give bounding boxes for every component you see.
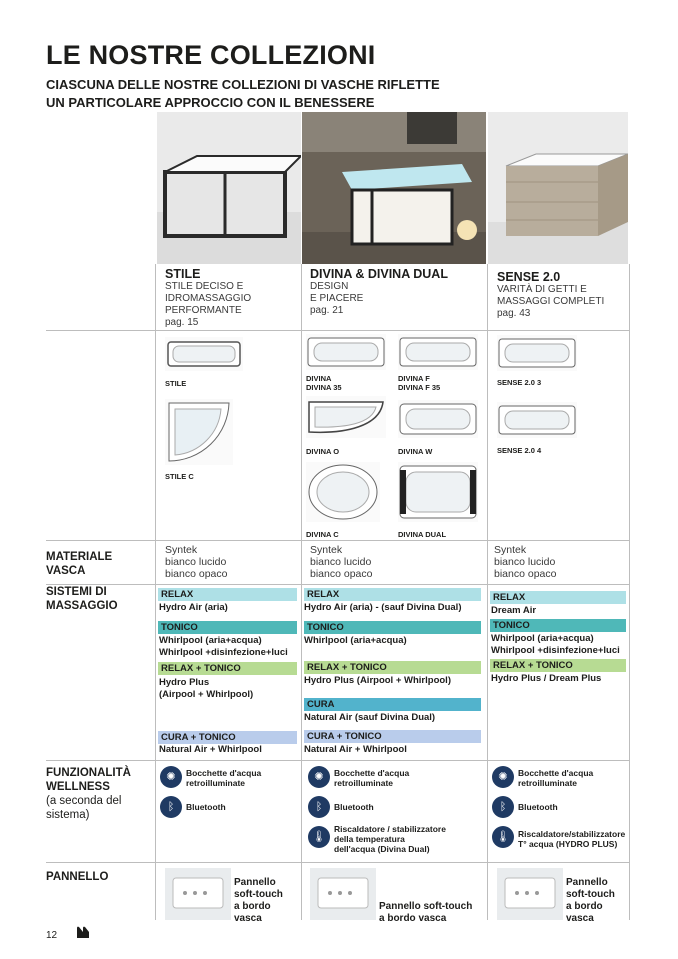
collection-desc: MASSAGGI COMPLETI xyxy=(497,296,605,307)
model-label: DIVINA DUAL xyxy=(398,530,447,539)
panel-image-divina xyxy=(310,868,376,920)
grid-line xyxy=(629,264,630,920)
materiale-line: Syntek xyxy=(310,544,343,556)
wellness-text xyxy=(186,768,261,788)
materiale-line: Syntek xyxy=(165,544,198,556)
grid-line xyxy=(155,264,156,920)
massage-text: Whirlpool (aria+acqua) xyxy=(304,635,407,646)
panel-line: a bordo xyxy=(234,901,271,912)
panel-line: a bordo xyxy=(566,901,603,912)
materiale-line: bianco lucido xyxy=(310,556,372,568)
subtitle-line: CIASCUNA DELLE NOSTRE COLLEZIONI DI VASCHE RIFLETTE xyxy=(46,77,440,92)
collection-desc: STILE DECISO E xyxy=(165,281,244,292)
wellness-line: retroilluminate xyxy=(518,778,578,788)
massage-text: Natural Air + Whirlpool xyxy=(159,744,262,755)
collection-header-sense xyxy=(497,270,627,320)
massage-band-cura: CURA xyxy=(304,698,481,711)
panel-text xyxy=(379,901,472,925)
materiale-line: Syntek xyxy=(494,544,527,556)
tub-image-stile-c xyxy=(165,399,233,465)
wellness-text: Bluetooth xyxy=(334,802,374,812)
materiale-line: bianco opaco xyxy=(310,568,373,580)
wellness-line: Bocchette d'acqua xyxy=(518,768,594,778)
wellness-line: Bocchette d'acqua xyxy=(186,768,262,778)
massage-band-relax: RELAX xyxy=(158,588,297,601)
collection-name: STILE xyxy=(165,267,201,281)
wellness-line: Bocchette d'acqua xyxy=(334,768,410,778)
massage-band-cura-tonico: CURA + TONICO xyxy=(158,731,297,744)
panel-line: vasca xyxy=(566,913,594,924)
tub-image-divina-w xyxy=(398,400,478,438)
massage-text: Natural Air + Whirlpool xyxy=(304,744,407,755)
subtitle-line: UN PARTICOLARE APPROCCIO CON IL BENESSERE xyxy=(46,95,375,110)
lit-jets-icon: ✺ xyxy=(308,766,330,788)
row-label-line: MASSAGGIO xyxy=(46,600,118,612)
row-label-sistemi xyxy=(46,585,118,613)
materiale-stile xyxy=(165,544,227,580)
thermometer-icon: 🌡 xyxy=(308,826,330,848)
wellness-line: della temperatura xyxy=(334,834,405,844)
wellness-text xyxy=(334,824,446,854)
collection-desc: VARITÀ DI GETTI E xyxy=(497,284,587,295)
sense-photo xyxy=(488,112,628,264)
row-label-funzionalita xyxy=(46,766,131,822)
stile-photo xyxy=(157,112,301,264)
panel-line: Pannello soft-touch xyxy=(379,901,473,912)
materiale-line: bianco lucido xyxy=(494,556,556,568)
wellness-text: Bluetooth xyxy=(518,802,558,812)
tub-image-divina-dual xyxy=(398,462,478,522)
tub-image-sense-4 xyxy=(497,402,577,438)
massage-text: Hydro Air (aria) - (sauf Divina Dual) xyxy=(304,602,462,613)
massage-band-relax-tonico: RELAX + TONICO xyxy=(158,662,297,675)
panel-image-stile xyxy=(165,868,231,920)
grid-line xyxy=(46,760,629,761)
massage-band-tonico: TONICO xyxy=(490,619,626,632)
row-label-sub: sistema) xyxy=(46,809,90,821)
model-label xyxy=(398,374,440,392)
row-label-line: VASCA xyxy=(46,565,86,577)
page-subtitle xyxy=(46,76,506,112)
materiale-divina xyxy=(310,544,372,580)
wellness-line: retroilluminate xyxy=(186,778,246,788)
panel-line: a bordo vasca xyxy=(379,913,447,924)
massage-text: Natural Air (sauf Divina Dual) xyxy=(304,712,436,723)
collection-name: DIVINA & DIVINA DUAL xyxy=(310,267,448,281)
row-label-materiale xyxy=(46,550,112,578)
row-label-sub: (a seconda del xyxy=(46,795,122,807)
collection-page: pag. 15 xyxy=(165,317,199,328)
massage-text: Whirlpool +disinfezione+luci xyxy=(159,647,288,658)
lit-jets-icon: ✺ xyxy=(492,766,514,788)
wellness-line: Riscaldatore/stabilizzatore xyxy=(518,829,626,839)
bluetooth-icon: ᛒ xyxy=(492,796,514,818)
model-label: STILE xyxy=(165,379,187,388)
wellness-text xyxy=(518,768,593,788)
row-label-line: FUNZIONALITÀ xyxy=(46,767,131,779)
tub-image-sense-3 xyxy=(497,335,577,371)
panel-line: Pannello xyxy=(566,877,608,888)
panel-image-sense xyxy=(497,868,563,920)
massage-text: (Airpool + Whirlpool) xyxy=(159,689,254,700)
grid-line xyxy=(301,264,302,920)
collection-name: SENSE 2.0 xyxy=(497,270,561,284)
massage-text: Whirlpool (aria+acqua) xyxy=(159,635,262,646)
collection-page: pag. 21 xyxy=(310,305,344,316)
panel-text xyxy=(234,877,283,925)
model-label xyxy=(306,374,342,392)
wellness-text xyxy=(518,829,625,849)
wellness-line: retroilluminate xyxy=(334,778,394,788)
massage-band-tonico: TONICO xyxy=(304,621,481,634)
tub-image-divina-f xyxy=(398,334,478,370)
collection-desc: IDROMASSAGGIO xyxy=(165,293,252,304)
massage-band-tonico: TONICO xyxy=(158,621,297,634)
row-label-line: SISTEMI DI xyxy=(46,586,107,598)
materiale-line: bianco opaco xyxy=(165,568,228,580)
wellness-line: Riscaldatore / stabilizzatore xyxy=(334,824,446,834)
massage-text: Hydro Plus (Airpool + Whirlpool) xyxy=(304,675,451,686)
massage-text: Whirlpool (aria+acqua) xyxy=(491,633,594,644)
bluetooth-icon: ᛒ xyxy=(308,796,330,818)
collection-header-stile xyxy=(165,267,299,329)
model-label: SENSE 2.0 3 xyxy=(497,378,542,387)
collection-desc: E PIACERE xyxy=(310,293,364,304)
materiale-sense xyxy=(494,544,556,580)
row-label-line: WELLNESS xyxy=(46,781,110,793)
massage-band-cura-tonico: CURA + TONICO xyxy=(304,730,481,743)
tub-image-stile xyxy=(165,337,243,371)
collection-desc: PERFORMANTE xyxy=(165,305,242,316)
massage-band-relax: RELAX xyxy=(304,588,481,601)
grid-line xyxy=(46,584,629,585)
grid-line xyxy=(46,862,629,863)
bluetooth-icon: ᛒ xyxy=(160,796,182,818)
panel-line: Pannello xyxy=(234,877,276,888)
panel-text xyxy=(566,877,615,925)
model-label-line: DIVINA F 35 xyxy=(398,383,441,392)
massage-band-relax: RELAX xyxy=(490,591,626,604)
panel-line: soft-touch xyxy=(566,889,615,900)
collection-desc: DESIGN xyxy=(310,281,349,292)
model-label: DIVINA W xyxy=(398,447,433,456)
massage-text: Hydro Plus / Dream Plus xyxy=(491,673,602,684)
massage-text: Hydro Air (aria) xyxy=(159,602,228,613)
massage-text: Dream Air xyxy=(491,605,537,616)
massage-text: Whirlpool +disinfezione+luci xyxy=(491,645,620,656)
wellness-text xyxy=(334,768,409,788)
materiale-line: bianco opaco xyxy=(494,568,557,580)
row-label-pannello: PANNELLO xyxy=(46,871,109,883)
row-label-line: MATERIALE xyxy=(46,551,113,563)
model-label: SENSE 2.0 4 xyxy=(497,446,542,455)
wellness-line: dell'acqua (Divina Dual) xyxy=(334,844,430,854)
tub-image-divina xyxy=(306,334,386,370)
grid-line xyxy=(487,264,488,920)
grid-line xyxy=(46,330,629,331)
page-title: LE NOSTRE COLLEZIONI xyxy=(46,40,376,70)
materiale-line: bianco lucido xyxy=(165,556,227,568)
thermometer-icon: 🌡 xyxy=(492,826,514,848)
wellness-line: T° acqua (HYDRO PLUS) xyxy=(518,839,618,849)
model-label: DIVINA C xyxy=(306,530,339,539)
lit-jets-icon: ✺ xyxy=(160,766,182,788)
grid-line xyxy=(46,540,629,541)
wellness-text: Bluetooth xyxy=(186,802,226,812)
panel-line: soft-touch xyxy=(234,889,283,900)
model-label: DIVINA O xyxy=(306,447,340,456)
model-label-line: DIVINA xyxy=(306,374,332,383)
panel-line: vasca xyxy=(234,913,262,924)
massage-band-relax-tonico: RELAX + TONICO xyxy=(304,661,481,674)
collection-page: pag. 43 xyxy=(497,308,531,319)
model-label-line: DIVINA F xyxy=(398,374,430,383)
massage-text: Hydro Plus xyxy=(159,677,210,688)
page-number: 12 xyxy=(46,930,58,941)
massage-band-relax-tonico: RELAX + TONICO xyxy=(490,659,626,672)
model-label: STILE C xyxy=(165,472,194,481)
collection-header-divina xyxy=(310,267,484,317)
divina-photo xyxy=(302,112,486,264)
tub-image-divina-o xyxy=(306,396,386,438)
model-label-line: DIVINA 35 xyxy=(306,383,342,392)
brand-logo-icon xyxy=(76,925,90,944)
tub-image-divina-c xyxy=(306,462,380,522)
